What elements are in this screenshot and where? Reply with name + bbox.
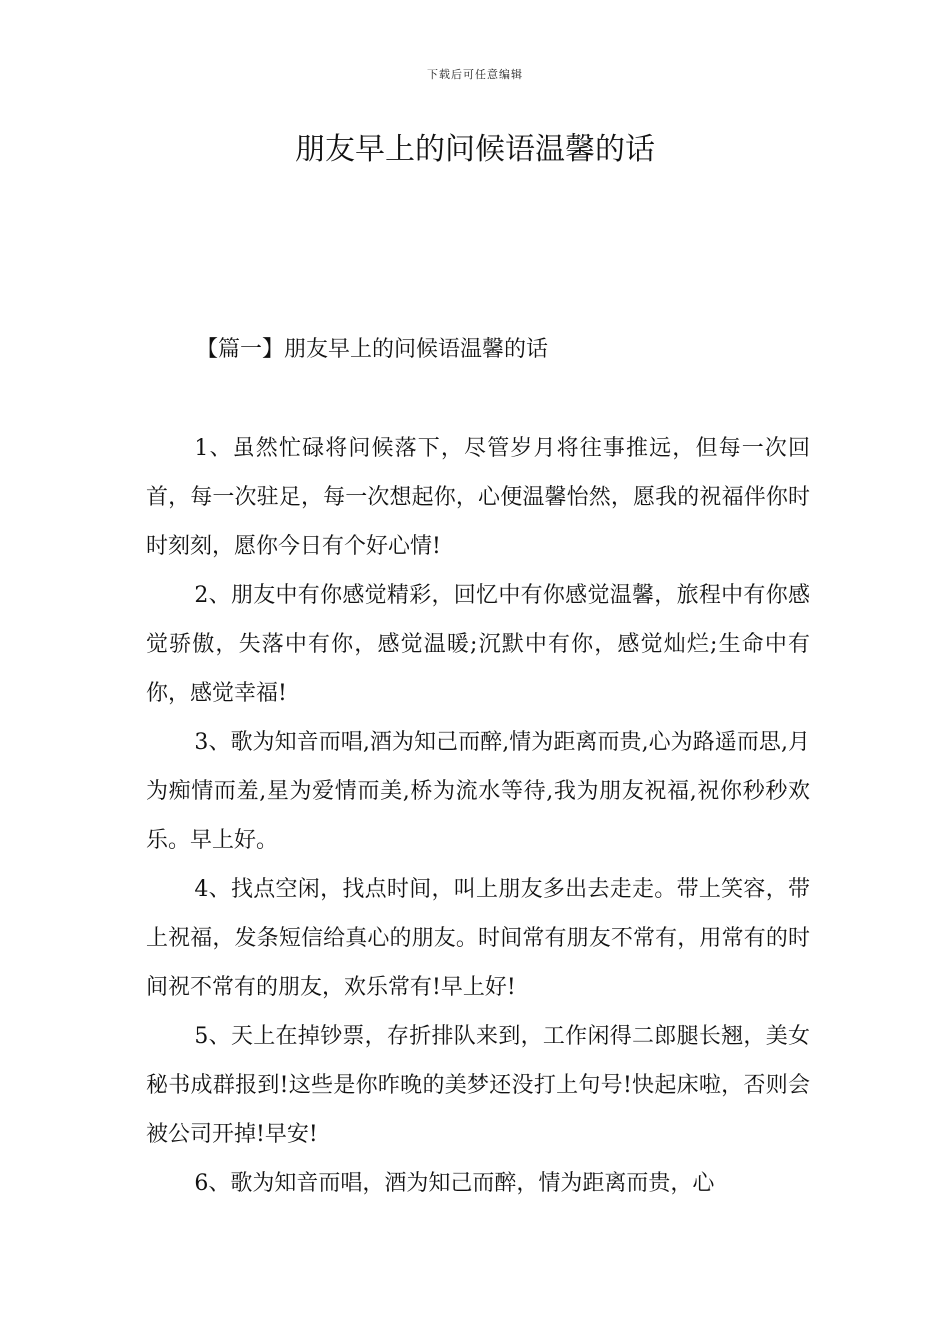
paragraph-1: 1、虽然忙碌将问候落下，尽管岁月将往事推远，但每一次回首，每一次驻足，每一次想起你，心便温馨怡然，愿我的祝福伴你时时刻刻，愿你今日有个好心情! — [146, 436, 810, 559]
paragraph-4: 4、找点空闲，找点时间，叫上朋友多出去走走。带上笑容，带上祝福，发条短信给真心的朋友。时间常有朋友不常有，用常有的时间祝不常有的朋友，欢乐常有!早上好! — [146, 877, 810, 1000]
paragraph-2: 2、朋友中有你感觉精彩，回忆中有你感觉温馨，旅程中有你感觉骄傲，失落中有你，感觉温暖;沉默中有你，感觉灿烂;生命中有你，感觉幸福! — [146, 583, 810, 706]
section-heading: 【篇一】朋友早上的问候语温馨的话 — [196, 337, 549, 362]
document-body — [146, 424, 810, 1208]
paragraph-6: 6、歌为知音而唱，酒为知己而醉，情为距离而贵，心 — [194, 1171, 715, 1196]
paragraph-5: 5、天上在掉钞票，存折排队来到，工作闲得二郎腿长翘，美女秘书成群报到!这些是你昨晚的美梦还没打上句号!快起床啦，否则会被公司开掉!早安! — [146, 1024, 810, 1147]
header-note: 下载后可任意编辑 — [427, 68, 523, 81]
page-title: 朋友早上的问候语温馨的话 — [295, 132, 655, 167]
paragraph-3: 3、歌为知音而唱,酒为知己而醉,情为距离而贵,心为路遥而思,月为痴情而羞,星为爱情而美,桥为流水等待,我为朋友祝福,祝你秒秒欢乐。早上好。 — [146, 730, 810, 853]
